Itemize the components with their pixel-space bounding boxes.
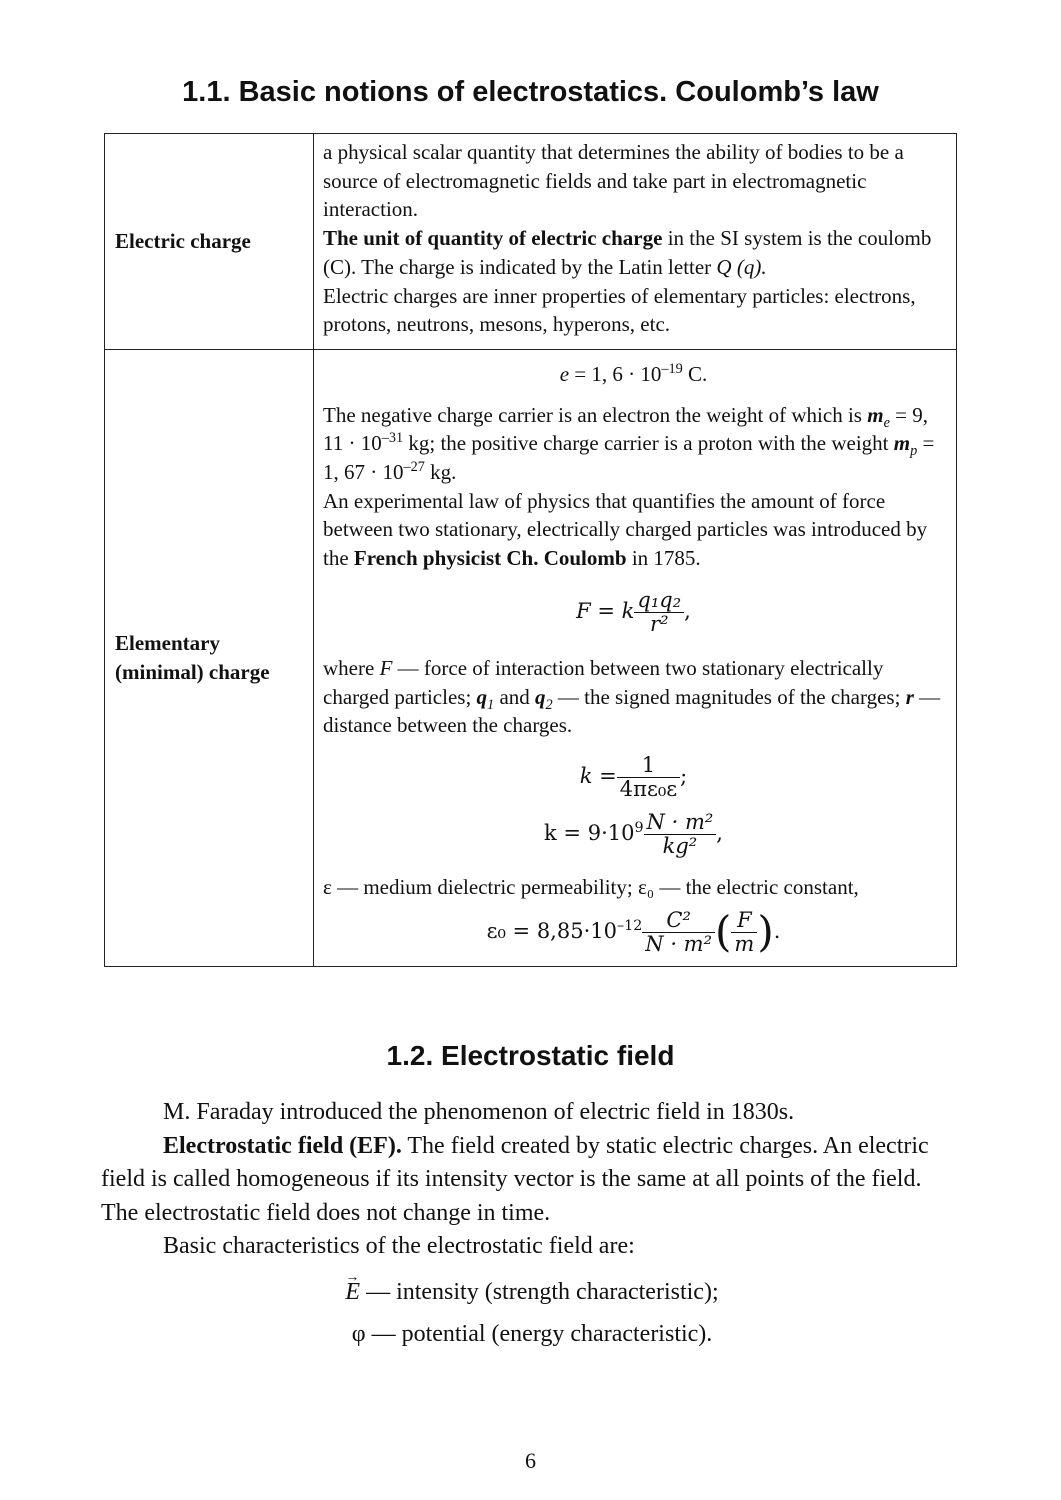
def-paragraph: a physical scalar quantity that determines the ability of bodies to be a source of electromagnetic fields and take part in electromagnetic interaction. xyxy=(323,140,904,222)
fraction xyxy=(644,811,717,858)
text: . xyxy=(773,919,781,944)
text: where xyxy=(323,656,380,681)
right-paren: ) xyxy=(757,907,774,957)
text: — potential (energy characteristic). xyxy=(365,1321,713,1347)
numerator: N · m² xyxy=(644,811,717,835)
exponent: –31 xyxy=(381,430,404,447)
body-paragraph: M. Faraday introduced the phenomenon of electric field in 1830s. xyxy=(163,1099,795,1125)
text: in the SI system is the coulomb (C). The charge is indicated by the Latin letter xyxy=(323,226,932,279)
page-number: 6 xyxy=(525,1448,536,1473)
text: The negative charge carrier is an electron the weight of which is xyxy=(323,402,868,427)
definition-electric-charge xyxy=(314,134,957,350)
denominator: N · m² xyxy=(645,932,713,957)
formula-elementary-charge xyxy=(323,360,944,389)
def-paragraph: Electric charges are inner properties of elementary particles: electrons, protons, neutrons, mesons, hyperons, etc. xyxy=(323,283,916,337)
text: ; xyxy=(680,764,688,789)
def-paragraph xyxy=(323,654,944,740)
left-paren: ( xyxy=(715,907,732,957)
bold-term: Electrostatic field (EF). xyxy=(163,1132,402,1159)
symbol: m xyxy=(867,402,884,427)
def-paragraph xyxy=(323,401,944,487)
exponent: 9 xyxy=(634,820,644,837)
subscript: 2 xyxy=(545,696,553,713)
term-line: Elementary xyxy=(115,631,220,656)
denominator: r² xyxy=(650,611,669,636)
symbol: e xyxy=(559,361,570,386)
text: = 1, 67 · 10 xyxy=(323,431,935,485)
characteristic-intensity xyxy=(101,1276,963,1310)
bold-term: The unit of quantity of electric charge xyxy=(323,226,663,251)
formula-lhs: k = xyxy=(579,764,617,789)
def-paragraph xyxy=(323,224,944,281)
vector-symbol: → E xyxy=(345,1276,360,1310)
fraction xyxy=(634,589,684,636)
symbol: φ xyxy=(351,1321,366,1347)
body-paragraph: Basic characteristics of the electrostatic field are: xyxy=(163,1233,635,1259)
text: An experimental law of physics that quantifies the amount of force between two stationary, electrically charged particles was introduced by the xyxy=(323,488,928,571)
body-paragraph xyxy=(101,1130,963,1231)
text: = 9, 11 · 10 xyxy=(323,402,928,456)
numerator: C² xyxy=(642,909,715,933)
section-heading-1: 1.1. Basic notions of electrostatics. Coulomb’s law xyxy=(182,76,879,108)
text: in 1785. xyxy=(626,546,701,571)
bold-term: French physicist Ch. Coulomb xyxy=(353,546,627,571)
formula-epsilon0 xyxy=(323,909,944,956)
text: — intensity (strength characteristic); xyxy=(360,1278,719,1305)
text: kg; the positive charge carrier is a proton with the weight xyxy=(403,431,894,456)
section-body xyxy=(101,1096,963,1352)
fraction xyxy=(731,909,757,956)
fraction xyxy=(617,754,680,801)
numerator: 1 xyxy=(617,754,680,778)
term-electric-charge: Electric charge xyxy=(105,134,314,350)
text: — force of interaction between two stationary electrically charged particles; xyxy=(323,656,884,709)
formula-k xyxy=(323,754,944,801)
def-paragraph xyxy=(323,487,944,573)
text: = 1, 6 · 10 xyxy=(569,361,662,386)
exponent: –12 xyxy=(616,918,643,935)
text: , xyxy=(684,598,691,623)
definitions-table xyxy=(104,133,957,967)
symbol: Q (q). xyxy=(716,254,767,279)
def-paragraph: ε — medium dielectric permeability; ε₀ — the electric constant, xyxy=(323,874,859,899)
definition-elementary-charge xyxy=(314,349,957,966)
text: — the signed magnitudes of the charges; xyxy=(552,684,906,709)
text: kg. xyxy=(424,460,457,485)
formula-lhs: F = k xyxy=(576,598,635,623)
exponent: –27 xyxy=(403,459,425,476)
text: The field created by static electric charges. An electric field is called homogeneous if its intensity vector is the same at all points of the field. The electrostatic field does not change in time. xyxy=(101,1132,929,1226)
formula-lhs: k = 9·10 xyxy=(544,821,635,846)
denominator: m xyxy=(734,932,755,957)
subscript: 1 xyxy=(487,696,495,713)
table-row xyxy=(105,134,957,350)
subscript: e xyxy=(883,414,890,431)
table-row xyxy=(105,349,957,966)
text: — distance between the charges. xyxy=(323,684,941,738)
symbol: q xyxy=(535,684,546,709)
formula-coulomb xyxy=(323,589,944,636)
symbol: m xyxy=(893,431,911,456)
subscript: p xyxy=(910,443,918,460)
symbol: q xyxy=(476,684,488,709)
term-elementary-charge xyxy=(105,349,314,966)
characteristic-potential xyxy=(101,1318,963,1352)
fraction xyxy=(642,909,715,956)
exponent: –19 xyxy=(661,360,683,377)
term-line: (minimal) charge xyxy=(115,660,270,685)
text: , xyxy=(716,821,723,846)
numerator: F xyxy=(731,909,757,933)
formula-k-value xyxy=(323,811,944,858)
text: C. xyxy=(682,361,708,386)
numerator: q₁q₂ xyxy=(634,589,684,613)
denominator: kg² xyxy=(662,834,698,859)
symbol: r xyxy=(905,684,914,709)
section-heading-2: 1.2. Electrostatic field xyxy=(386,1040,675,1071)
denominator: 4πε₀ε xyxy=(619,777,678,802)
symbol: F xyxy=(379,656,393,681)
formula-lhs: ε₀ = 8,85·10 xyxy=(486,919,617,944)
text: and xyxy=(494,684,536,709)
